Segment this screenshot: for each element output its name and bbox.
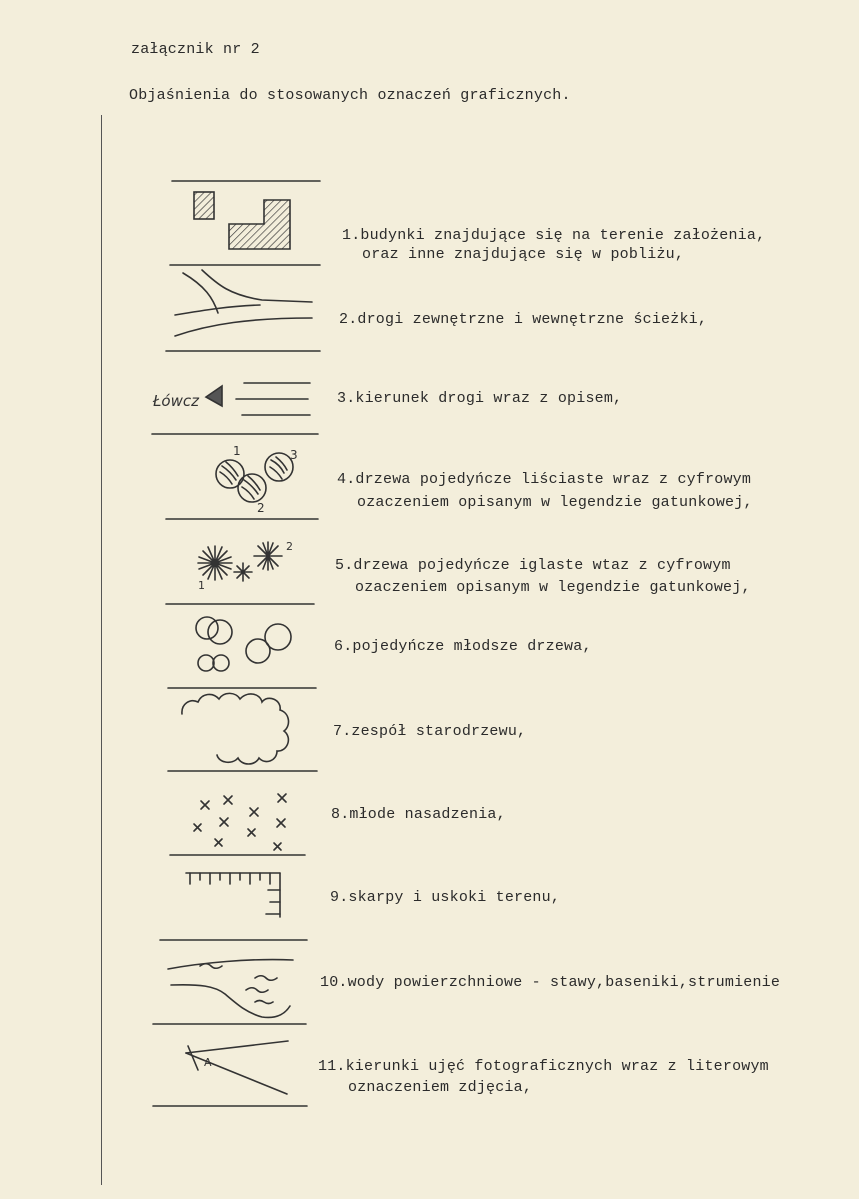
- legend-item-5-line2: ozaczeniem opisanym w legendzie gatunkowej,: [355, 579, 751, 596]
- legend-item-11-line1: 11.kierunki ujęć fotograficznych wraz z literowym: [318, 1058, 769, 1075]
- conifer-number-1: 1: [198, 579, 205, 592]
- tree-number-1: 1: [233, 444, 241, 458]
- legend-item-10: 10.wody powierzchniowe - stawy,baseniki,strumienie: [320, 974, 781, 991]
- tree-number-2: 2: [257, 501, 265, 515]
- roads-symbol: [166, 270, 320, 351]
- legend-item-11-line2: oznaczeniem zdjęcia,: [348, 1079, 533, 1096]
- conifer-number-2: 2: [286, 540, 293, 553]
- young-trees-symbol: [168, 617, 316, 688]
- legend-item-3: 3.kierunek drogi wraz z opisem,: [337, 390, 623, 407]
- legend-item-9: 9.skarpy i uskoki terenu,: [330, 889, 561, 906]
- old-tree-cluster-symbol: [168, 693, 317, 771]
- legend-item-1-line2: oraz inne znajdujące się w pobliżu,: [362, 246, 685, 263]
- young-plantings-symbol: [170, 794, 305, 855]
- legend-item-4-line2: ozaczeniem opisanym w legendzie gatunkowej,: [357, 494, 753, 511]
- deciduous-trees-symbol: [166, 453, 318, 519]
- tree-number-3: 3: [290, 448, 298, 462]
- legend-item-2: 2.drogi zewnętrzne i wewnętrzne ścieżki,: [339, 311, 708, 328]
- slopes-symbol: [160, 873, 307, 940]
- legend-item-6: 6.pojedyńcze młodsze drzewa,: [334, 638, 592, 655]
- legend-item-5-line1: 5.drzewa pojedyńcze iglaste wtaz z cyfrowym: [335, 557, 731, 574]
- legend-item-1-line1: 1.budynki znajdujące się na terenie założenia,: [342, 227, 766, 244]
- photo-direction-symbol: [153, 1041, 307, 1106]
- legend-item-4-line1: 4.drzewa pojedyńcze liściaste wraz z cyfrowym: [337, 471, 752, 488]
- buildings-symbol: [170, 181, 320, 265]
- surface-water-symbol: [153, 960, 306, 1024]
- annex-label: załącznik nr 2: [131, 41, 260, 58]
- road-name-label: Łówcz: [153, 392, 199, 410]
- legend-item-8: 8.młode nasadzenia,: [331, 806, 506, 823]
- photo-letter-label: A: [204, 1056, 212, 1069]
- page-title: Objaśnienia do stosowanych oznaczeń graficznych.: [129, 87, 571, 104]
- legend-item-7: 7.zespół starodrzewu,: [333, 723, 527, 740]
